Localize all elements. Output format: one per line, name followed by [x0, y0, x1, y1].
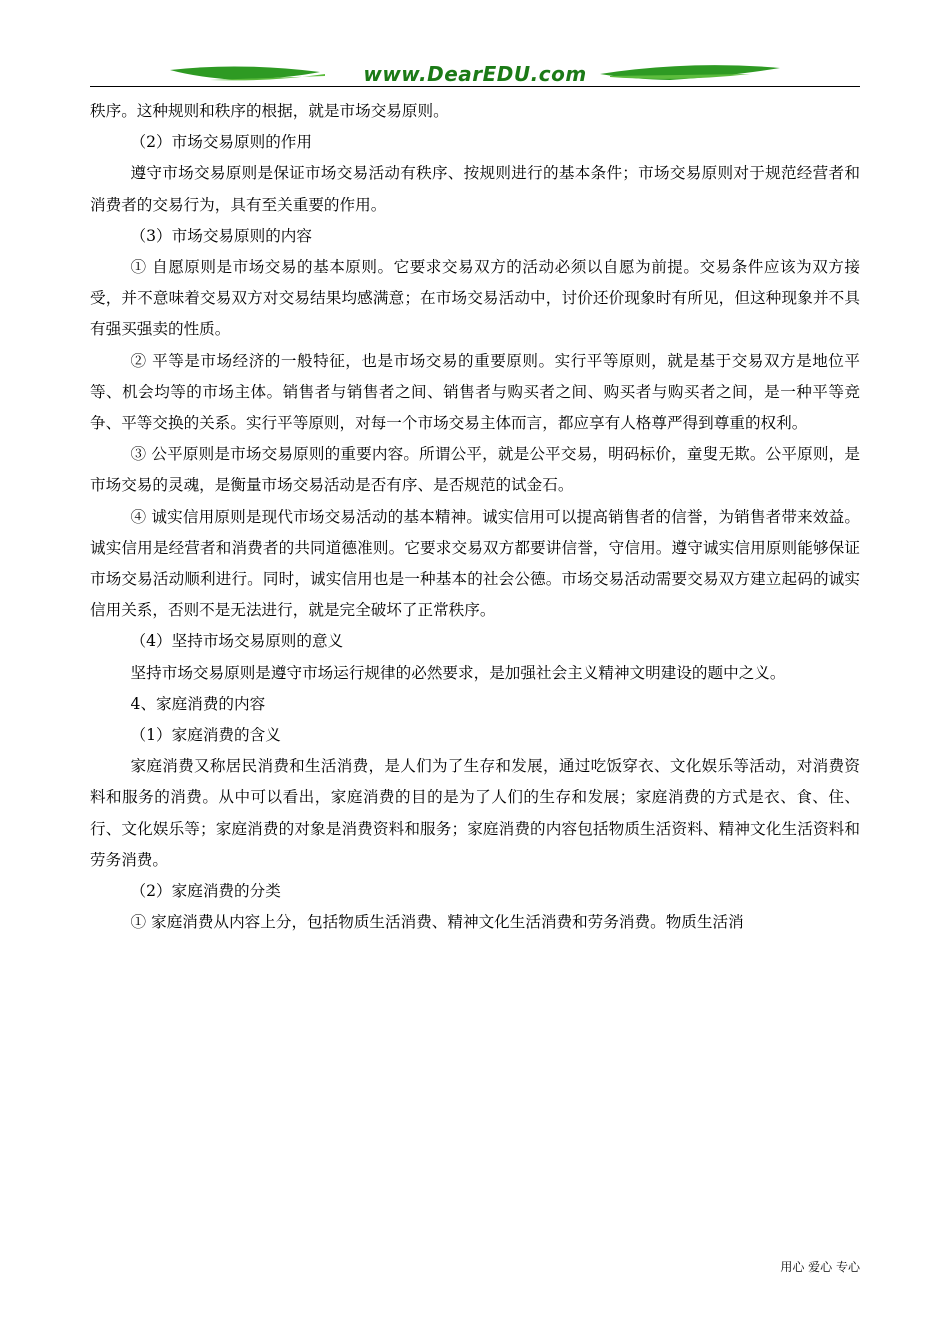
section-heading: （2）市场交易原则的作用: [130, 133, 312, 152]
header-rule: [90, 86, 860, 87]
paragraph: 4、家庭消费的内容: [130, 694, 266, 713]
paragraph: 家庭消费又称居民消费和生活消费，是人们为了生存和发展，通过吃饭穿衣、文化娱乐等活动，对消费资料和服务的消费。从中可以看出，家庭消费的目的是为了人们的生存和发展；家庭消费的方式是衣、食、住、行、文化娱乐等；家庭消费的对象是消费资料和服务；家庭消费的内容包括物质生活资料、精神文化生活资料和劳务消费。: [90, 757, 860, 869]
paragraph: 秩序。这种规则和秩序的根据，就是市场交易原则。: [90, 102, 449, 120]
paragraph: ④ 诚实信用原则是现代市场交易活动的基本精神。诚实信用可以提高销售者的信誉，为销售者带来效益。诚实信用是经营者和消费者的共同道德准则。它要求交易双方都要讲信誉，守信用。遵守诚实信用原则能够保证市场交易活动顺利进行。同时，诚实信用也是一种基本的社会公德。市场交易活动需要交易双方建立起码的诚实信用关系，否则不是无法进行，就是完全破坏了正常秩序。: [90, 507, 860, 620]
footer-motto: 用心 爱心 专心: [780, 1260, 860, 1274]
section-heading: （1）家庭消费的含义: [130, 726, 281, 745]
section-heading: （4）坚持市场交易原则的意义: [130, 632, 344, 651]
section-heading: （3）市场交易原则的内容: [130, 226, 312, 245]
paragraph: 遵守市场交易原则是保证市场交易活动有秩序、按规则进行的基本条件；市场交易原则对于规范经营者和消费者的交易行为，具有至关重要的作用。: [90, 164, 860, 214]
paragraph: 坚持市场交易原则是遵守市场运行规律的必然要求，是加强社会主义精神文明建设的题中之义。: [130, 663, 786, 682]
paragraph: ① 家庭消费从内容上分，包括物质生活消费、精神文化生活消费和劳务消费。物质生活消: [130, 913, 744, 932]
section-heading: （2）家庭消费的分类: [130, 882, 281, 901]
paragraph: ① 自愿原则是市场交易的基本原则。它要求交易双方的活动必须以自愿为前提。交易条件应该为双方接受，并不意味着交易双方对交易结果均感满意；在市场交易活动中，讨价还价现象时有所见，但这种现象并不具有强买强卖的性质。: [90, 258, 860, 339]
document-body: [90, 96, 860, 938]
paragraph: ③ 公平原则是市场交易原则的重要内容。所谓公平，就是公平交易，明码标价，童叟无欺。公平原则，是市场交易的灵魂，是衡量市场交易活动是否有序、是否规范的试金石。: [90, 445, 860, 495]
header-site-logo: www.DearEDU.com: [363, 62, 587, 86]
page-header: [90, 58, 860, 98]
paragraph: ② 平等是市场经济的一般特征，也是市场交易的重要原则。实行平等原则，就是基于交易双方是地位平等、机会均等的市场主体。销售者与销售者之间、销售者与购买者之间、购买者与购买者之间，是一种平等竞争、平等交换的关系。实行平等原则，对每一个市场交易主体而言，都应享有人格尊严得到尊重的权利。: [90, 351, 860, 433]
